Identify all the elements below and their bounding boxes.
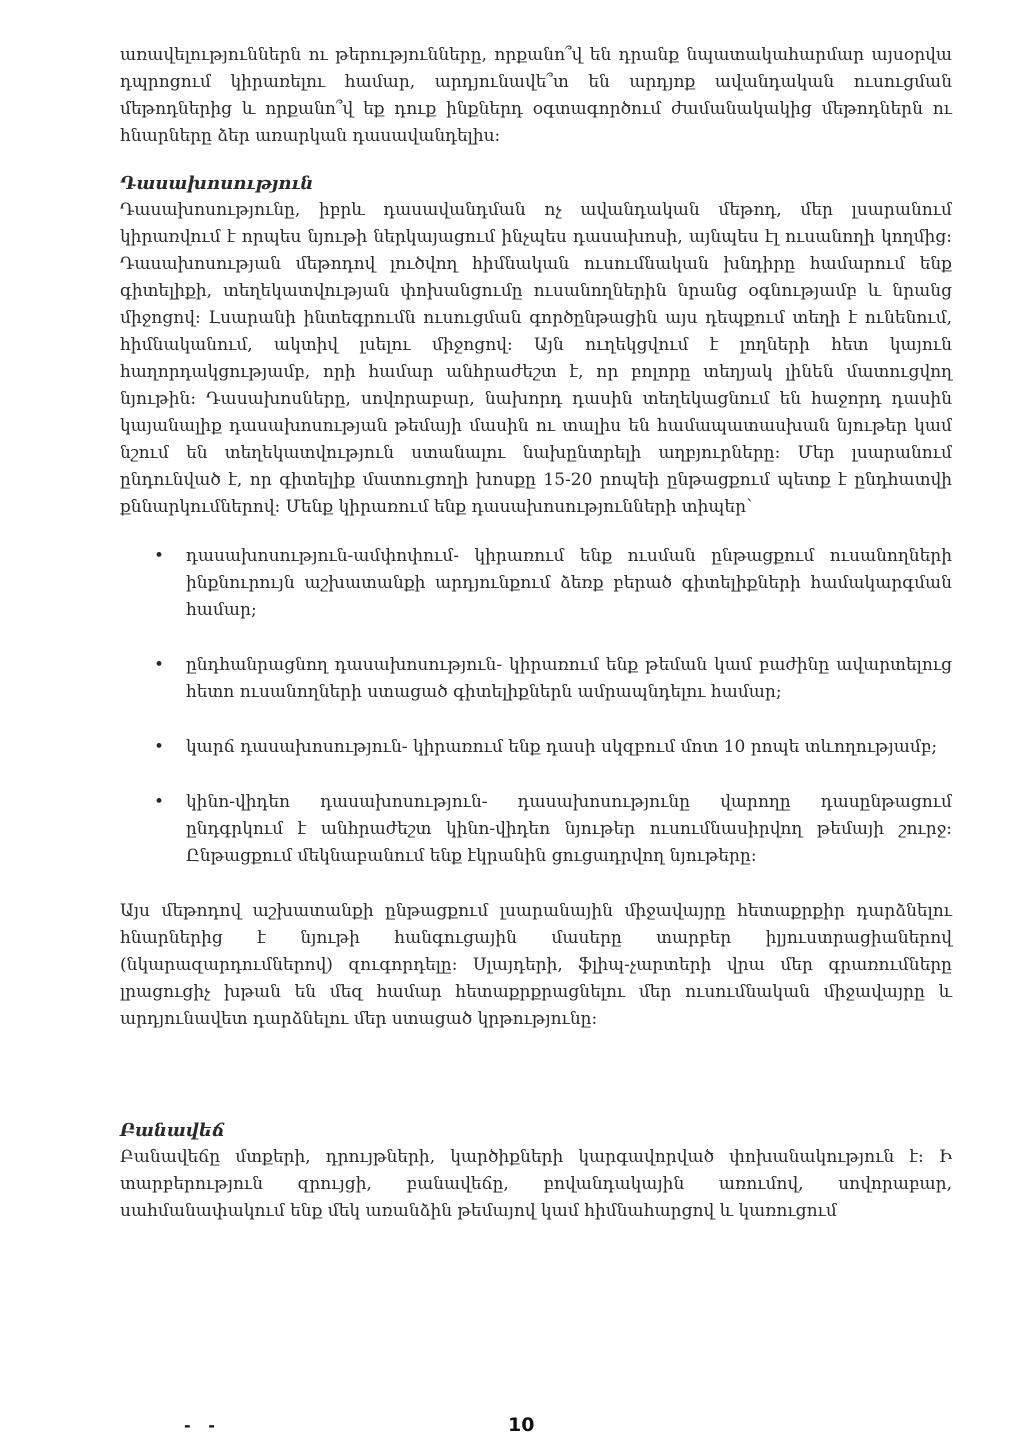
list-item-text: դասախոսություն-ամփոփում- կիրառում ենք ուսման ընթացքում ուսանողների ինքնուրույն աշխատանքի արդյունքում ձեռք բերած գիտելիքների համակարգման համար; (186, 546, 952, 620)
document-page (120, 42, 952, 1225)
intro-paragraph: առավելություններն ու թերությունները, որքանո՞վ են դրանք նպատակահարմար այսօրվա դպրոցում կիրառելու համար, արդյունավե՞տ են արդյոք ավանդական ուսուցման մեթոդներից և որքանո՞վ եք դուք ինքներդ օգտագործում ժամանակակից մեթոդներն ու հնարները ձեր առարկան դասավանդելիս: (120, 45, 952, 146)
page-number: 10 (508, 1414, 535, 1436)
list-item-text: ընդհանրացնող դասախոսություն- կիրառում ենք թեման կամ բաժինը ավարտելուց հետո ուսանողների ստացած գիտելիքներն ամրապնդելու համար; (186, 655, 952, 702)
discussion-closing-paragraph: Այս մեթոդով աշխատանքի ընթացքում լսարանային միջավայրը հետաքրքիր դարձնելու հնարներից է նյութի հանգուցային մասերը տարբեր իլյուստրացիաներով (նկարազարդումներով) զուգորդելը: Սլայդերի, ֆլիպ-չարտերի վրա մեր գրառումները լրացուցիչ խթան են մեզ համար հետաքրքրացնելու մեր ուսումնական միջավայրը և արդյունավետ դարձնելու մեր ստացած կրթությունը: (120, 901, 952, 1029)
list-item (120, 734, 952, 761)
list-item (120, 789, 952, 870)
section-heading-discussion: Դասախոսություն (120, 173, 314, 194)
footer-dashes: - - (184, 1416, 221, 1435)
bullet-icon: • (154, 655, 165, 675)
page-footer (0, 1414, 1024, 1454)
list-item (120, 652, 952, 706)
bullet-icon: • (154, 546, 165, 566)
lecture-types-list (120, 543, 952, 870)
section-heading-debate: Բանավեճ (120, 1120, 225, 1141)
list-item (120, 543, 952, 624)
list-item-text: կարճ դասախոսություն- կիրառում ենք դասի սկզբում մոտ 10 րոպե տևողությամբ; (186, 737, 938, 757)
discussion-paragraph: Դասախոսությունը, իբրև դասավանդման ոչ ավանդական մեթոդ, մեր լսարանում կիրառվում է որպես նյութի ներկայացում ինչպես դասախոսի, այնպես էլ ուսանողի կողմից: Դասախոսության մեթոդով լուծվող հիմնական ուսումնական խնդիրը համարում ենք գիտելիքի, տեղեկատվության փոխանցումը ուսանողներին նրանց օգնությամբ և նրանց միջոցով: Լսարանի ինտեգրումն ուսուցման գործընթացին այս դեպքում տեղի է ունենում, հիմնականում, ակտիվ լսելու միջոցով: Այն ուղեկցվում է լողների հետ կայուն հաղորդակցությամբ, որի համար անհրաժեշտ է, որ բոլորը տեղյակ լինեն մատուցվող նյութին: Դասախոսները, սովորաբար, նախորդ դասին տեղեկացնում են հաջորդ դասին կայանալիք դասախոսության թեմայի մասին ու տալիս են համապատասխան նյութեր կամ նշում են տեղեկատվություն ստանալու նախընտրելի աղբյուրները: Մեր լսարանում ընդունված է, որ գիտելիք մատուցողի խոսքը 15-20 րոպեի ընթացքում պետք է ընդհատվի քննարկումներով: Մենք կիրառում ենք դասախոսությունների տիպեր՝ (120, 200, 952, 517)
list-item-text: կինո-վիդեո դասախոսություն- դասախոսությունը վարողը դասընթացում ընդգրկում է անհրաժեշտ կինո-վիդեո նյութեր ուսումնասիրվող թեմայի շուրջ: Ընթացքում մեկնաբանում ենք էկրանին ցուցադրվող նյութերը: (186, 792, 952, 866)
spacer (120, 1033, 952, 1117)
debate-paragraph: Բանավեճը մտքերի, դրույթների, կարծիքների կարգավորված փոխանակություն է: Ի տարբերություն զրույցի, բանավեճը, բովանդակային առումով, սովորաբար, սահմանափակում ենք մեկ առանձին թեմայով կամ հիմնահարցով և կառուցում (120, 1147, 952, 1221)
bullet-icon: • (154, 792, 165, 812)
spacer (120, 150, 952, 170)
bullet-icon: • (154, 737, 165, 757)
